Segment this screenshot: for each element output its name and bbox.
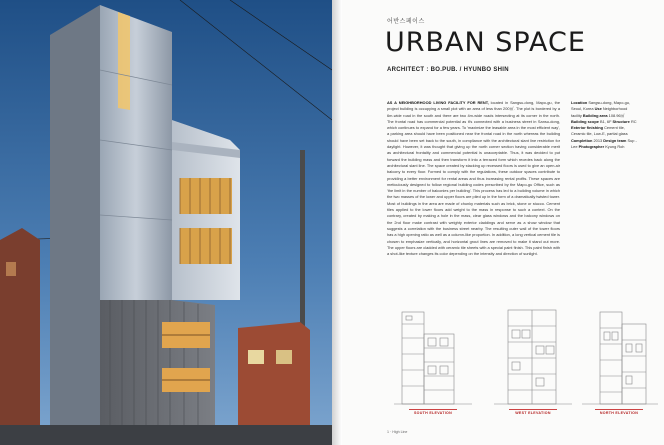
north-elevation-drawing <box>578 304 660 408</box>
spec-label: Building scope <box>571 118 599 124</box>
article-title: URBAN SPACE <box>385 27 586 58</box>
spec-value: 2013 <box>593 137 603 143</box>
spec-value: RC <box>630 118 637 124</box>
spec-value: Neighborhood facility <box>571 106 628 118</box>
spec-label: Use <box>594 106 602 112</box>
elevation-rule <box>595 409 643 410</box>
spec-label: Exterior finishing <box>571 125 603 131</box>
spec-label: Completion <box>571 137 593 143</box>
page-folio: 1 · High Line <box>387 430 408 434</box>
spec-label: Building area <box>582 112 608 118</box>
book-spine-shadow <box>332 0 342 445</box>
spec-value: B1, 6F <box>599 118 612 124</box>
architect-credit: ARCHITECT : BO.PUB. / HYUNBO SHIN <box>387 67 509 73</box>
project-specs <box>571 100 637 150</box>
spec-value: 108.96㎡ <box>608 112 625 118</box>
korean-kicker: 어반스페이스 <box>387 19 425 25</box>
west-elevation-drawing <box>492 304 574 408</box>
spec-label: Photographer <box>578 144 605 150</box>
spec-label: Location <box>571 100 588 105</box>
article-text: located in Sangsu-dong, Mapo-gu, the project building is occupying a small plot with an area of less than 200㎡. The plot is bordered by a 6m-wide road in the south and there are two 4m-wide roads intersecting at its corner in the north. The frontal road has commercial potential as it's connected with a business street in Sansu-dong, which continues to expand for a few years. To 'maximize the leasable area in the most efficient way', a parking area should have been positioned near the frontal road in the north whereas the building should have been set back to the south, in compliance with the architectural slant line restriction for daylight. However, it was thought that giving up the north corner section having considerable merit as architectural frontality and commercial potential is unacceptable. Thus, it was decided to put forward the building mass and then transform it into a terraced form which recedes back along the architectural slant line. The space created by stacking up recessed floors is used to give an open-air balcony to every floor. Formed to comply with the regulations, these outdoor spaces contribute to providing a better environment for rental areas and thus increasing rental profits. These spaces are meticulously designed to follow regional building codes prescribed by the Mapo-gu Office, such as 'the limit in the number of balconies per building'. This process has led to a building volume in which the two masses of the lower and upper floors are piled up in the form of a dramatically twisted tower. Most of buildings in the area are made of chunky materials such as brick, stone or stucco. Cement tiles applied to the lower floors add weight to the mass in response to such a context. On the contrary, created by making a hole in the mass, clear glass windows and the balcony windows on the 2nd floor make contrast with weighty exterior claddings and serve as a show window that suggests a correlation with the business street nearby. The resulting outer wall of the tower floors has a high opening ratio as well as a column-like proportion. In addition, a long vertical cement tile is chosen to emphasize vertically, and horizontal grout lines are removed to make it stand out more. The upper floors are cladded with ceramic tile sheets with a special paint finish. This paint finish with a shot-like texture changes its color depending on the intensity and direction of sunlight. <box>387 100 560 257</box>
spec-value: Sup - Lee <box>571 137 637 150</box>
south-elevation-drawing <box>392 304 474 408</box>
article-body <box>387 100 560 257</box>
elevation-rule <box>509 409 557 410</box>
spec-label: Structure <box>612 118 630 124</box>
spec-value: Kyung Roh <box>605 144 625 150</box>
north-elevation-label: NORTH ELEVATION <box>599 411 639 415</box>
elevation-rule <box>409 409 457 410</box>
south-elevation-label: SOUTH ELEVATION <box>413 411 453 415</box>
west-elevation-label: WEST ELEVATION <box>515 411 551 415</box>
spec-value: Cement tile, Ceramic tile, Low-E, partial glass <box>571 125 628 137</box>
article-lead: AS A NEIGHBORHOOD LIVING FACILITY FOR RENT, <box>387 100 489 105</box>
spec-label: Design team <box>603 137 627 143</box>
spec-value: Sangsu-dong, Mapo-gu, Seoul, Korea <box>571 100 631 112</box>
